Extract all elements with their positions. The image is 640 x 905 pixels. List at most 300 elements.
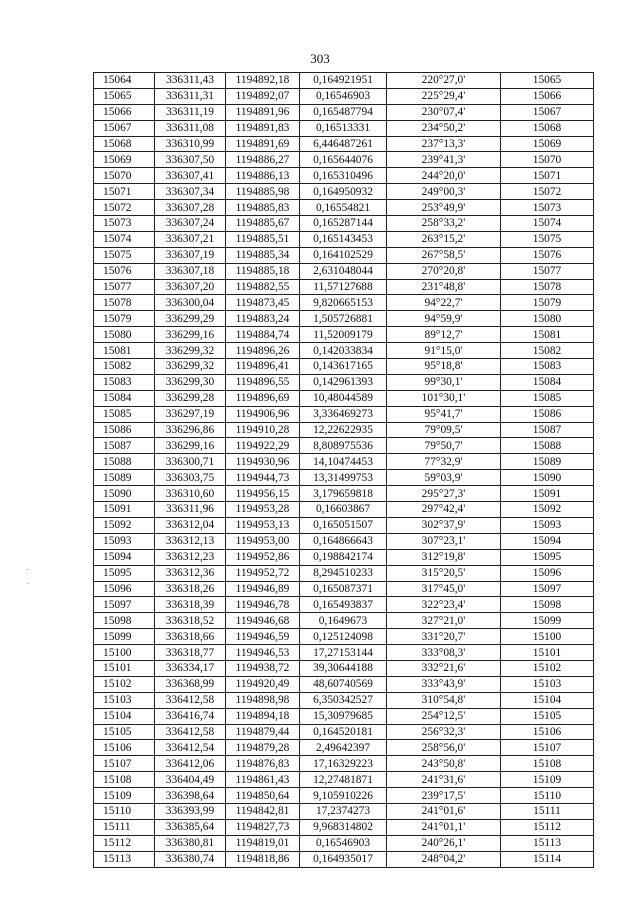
distance-cell: 17,16329223	[300, 756, 387, 772]
y-coordinate-cell: 1194952,72	[226, 565, 300, 581]
point-to-cell: 15111	[501, 803, 594, 819]
direction-angle-cell: 231°48,8'	[387, 279, 501, 295]
table-row	[94, 645, 594, 661]
distance-cell: 0,142961393	[300, 374, 387, 390]
point-from-cell: 15100	[94, 645, 155, 661]
point-from-cell: 15068	[94, 136, 155, 152]
y-coordinate-cell: 1194896,69	[226, 390, 300, 406]
point-to-cell: 15102	[501, 660, 594, 676]
distance-cell: 0,16554821	[300, 200, 387, 216]
distance-cell: 0,164921951	[300, 73, 387, 89]
point-to-cell: 15072	[501, 184, 594, 200]
table-row	[94, 311, 594, 327]
direction-angle-cell: 258°33,2'	[387, 216, 501, 232]
direction-angle-cell: 94°22,7'	[387, 295, 501, 311]
y-coordinate-cell: 1194876,83	[226, 756, 300, 772]
x-coordinate-cell: 336412,54	[155, 740, 226, 756]
x-coordinate-cell: 336307,19	[155, 247, 226, 263]
point-to-cell: 15067	[501, 104, 594, 120]
table-row	[94, 200, 594, 216]
table-row	[94, 517, 594, 533]
direction-angle-cell: 307°23,1'	[387, 533, 501, 549]
direction-angle-cell: 312°19,8'	[387, 549, 501, 565]
point-from-cell: 15086	[94, 422, 155, 438]
distance-cell: 0,16546903	[300, 88, 387, 104]
distance-cell: 0,165051507	[300, 517, 387, 533]
x-coordinate-cell: 336385,64	[155, 819, 226, 835]
table-row	[94, 422, 594, 438]
direction-angle-cell: 241°01,6'	[387, 803, 501, 819]
point-to-cell: 15101	[501, 645, 594, 661]
y-coordinate-cell: 1194946,53	[226, 645, 300, 661]
x-coordinate-cell: 336312,13	[155, 533, 226, 549]
table-row	[94, 263, 594, 279]
x-coordinate-cell: 336307,20	[155, 279, 226, 295]
point-from-cell: 15082	[94, 359, 155, 375]
x-coordinate-cell: 336299,30	[155, 374, 226, 390]
table-row	[94, 374, 594, 390]
y-coordinate-cell: 1194892,07	[226, 88, 300, 104]
point-to-cell: 15087	[501, 422, 594, 438]
point-from-cell: 15066	[94, 104, 155, 120]
direction-angle-cell: 94°59,9'	[387, 311, 501, 327]
table-row	[94, 629, 594, 645]
direction-angle-cell: 258°56,0'	[387, 740, 501, 756]
y-coordinate-cell: 1194896,41	[226, 359, 300, 375]
direction-angle-cell: 248°04,2'	[387, 851, 501, 867]
table-row	[94, 120, 594, 136]
direction-angle-cell: 254°12,5'	[387, 708, 501, 724]
direction-angle-cell: 239°41,3'	[387, 152, 501, 168]
x-coordinate-cell: 336297,19	[155, 406, 226, 422]
x-coordinate-cell: 336299,16	[155, 438, 226, 454]
x-coordinate-cell: 336310,60	[155, 486, 226, 502]
y-coordinate-cell: 1194818,86	[226, 851, 300, 867]
table-row	[94, 740, 594, 756]
scan-speck	[27, 583, 28, 584]
y-coordinate-cell: 1194956,15	[226, 486, 300, 502]
table-row	[94, 486, 594, 502]
point-from-cell: 15109	[94, 788, 155, 804]
distance-cell: 6,446487261	[300, 136, 387, 152]
distance-cell: 8,808975536	[300, 438, 387, 454]
table-row	[94, 359, 594, 375]
distance-cell: 0,165087371	[300, 581, 387, 597]
point-to-cell: 15097	[501, 581, 594, 597]
x-coordinate-cell: 336368,99	[155, 676, 226, 692]
table-row	[94, 247, 594, 263]
table-row	[94, 231, 594, 247]
x-coordinate-cell: 336380,74	[155, 851, 226, 867]
point-from-cell: 15074	[94, 231, 155, 247]
direction-angle-cell: 270°20,8'	[387, 263, 501, 279]
distance-cell: 0,16603867	[300, 502, 387, 518]
x-coordinate-cell: 336299,16	[155, 327, 226, 343]
y-coordinate-cell: 1194885,67	[226, 216, 300, 232]
x-coordinate-cell: 336318,26	[155, 581, 226, 597]
table-row	[94, 581, 594, 597]
point-from-cell: 15092	[94, 517, 155, 533]
direction-angle-cell: 225°29,4'	[387, 88, 501, 104]
point-from-cell: 15080	[94, 327, 155, 343]
x-coordinate-cell: 336311,31	[155, 88, 226, 104]
point-to-cell: 15098	[501, 597, 594, 613]
direction-angle-cell: 59°03,9'	[387, 470, 501, 486]
x-coordinate-cell: 336307,34	[155, 184, 226, 200]
direction-angle-cell: 295°27,3'	[387, 486, 501, 502]
y-coordinate-cell: 1194952,86	[226, 549, 300, 565]
point-to-cell: 15110	[501, 788, 594, 804]
direction-angle-cell: 322°23,4'	[387, 597, 501, 613]
distance-cell: 0,165143453	[300, 231, 387, 247]
point-from-cell: 15073	[94, 216, 155, 232]
y-coordinate-cell: 1194879,44	[226, 724, 300, 740]
x-coordinate-cell: 336393,99	[155, 803, 226, 819]
distance-cell: 0,143617165	[300, 359, 387, 375]
x-coordinate-cell: 336380,81	[155, 835, 226, 851]
direction-angle-cell: 256°32,3'	[387, 724, 501, 740]
distance-cell: 0,164950932	[300, 184, 387, 200]
point-from-cell: 15113	[94, 851, 155, 867]
y-coordinate-cell: 1194922,29	[226, 438, 300, 454]
direction-angle-cell: 101°30,1'	[387, 390, 501, 406]
table-row	[94, 835, 594, 851]
direction-angle-cell: 239°17,5'	[387, 788, 501, 804]
point-from-cell: 15097	[94, 597, 155, 613]
table-row	[94, 613, 594, 629]
distance-cell: 3,179659818	[300, 486, 387, 502]
direction-angle-cell: 302°37,9'	[387, 517, 501, 533]
x-coordinate-cell: 336412,58	[155, 692, 226, 708]
table-row	[94, 851, 594, 867]
y-coordinate-cell: 1194946,59	[226, 629, 300, 645]
distance-cell: 0,1649673	[300, 613, 387, 629]
point-to-cell: 15095	[501, 549, 594, 565]
y-coordinate-cell: 1194953,00	[226, 533, 300, 549]
point-to-cell: 15113	[501, 835, 594, 851]
x-coordinate-cell: 336318,77	[155, 645, 226, 661]
distance-cell: 13,31499753	[300, 470, 387, 486]
x-coordinate-cell: 336318,39	[155, 597, 226, 613]
point-to-cell: 15065	[501, 73, 594, 89]
x-coordinate-cell: 336398,64	[155, 788, 226, 804]
point-from-cell: 15090	[94, 486, 155, 502]
point-from-cell: 15094	[94, 549, 155, 565]
x-coordinate-cell: 336318,52	[155, 613, 226, 629]
table-row	[94, 803, 594, 819]
distance-cell: 9,968314802	[300, 819, 387, 835]
point-to-cell: 15108	[501, 756, 594, 772]
x-coordinate-cell: 336412,06	[155, 756, 226, 772]
point-from-cell: 15065	[94, 88, 155, 104]
point-from-cell: 15072	[94, 200, 155, 216]
distance-cell: 0,16546903	[300, 835, 387, 851]
point-to-cell: 15077	[501, 263, 594, 279]
table-row	[94, 676, 594, 692]
y-coordinate-cell: 1194819,01	[226, 835, 300, 851]
distance-cell: 0,164520181	[300, 724, 387, 740]
x-coordinate-cell: 336303,75	[155, 470, 226, 486]
point-from-cell: 15098	[94, 613, 155, 629]
point-from-cell: 15105	[94, 724, 155, 740]
y-coordinate-cell: 1194953,13	[226, 517, 300, 533]
point-from-cell: 15102	[94, 676, 155, 692]
distance-cell: 39,30644188	[300, 660, 387, 676]
distance-cell: 11,57127688	[300, 279, 387, 295]
y-coordinate-cell: 1194944,73	[226, 470, 300, 486]
point-to-cell: 15066	[501, 88, 594, 104]
table-row	[94, 454, 594, 470]
direction-angle-cell: 333°43,9'	[387, 676, 501, 692]
point-to-cell: 15080	[501, 311, 594, 327]
point-to-cell: 15089	[501, 454, 594, 470]
y-coordinate-cell: 1194891,83	[226, 120, 300, 136]
point-from-cell: 15064	[94, 73, 155, 89]
point-from-cell: 15078	[94, 295, 155, 311]
direction-angle-cell: 249°00,3'	[387, 184, 501, 200]
y-coordinate-cell: 1194898,98	[226, 692, 300, 708]
table-row	[94, 438, 594, 454]
table-row	[94, 502, 594, 518]
direction-angle-cell: 253°49,9'	[387, 200, 501, 216]
table-row	[94, 470, 594, 486]
y-coordinate-cell: 1194861,43	[226, 772, 300, 788]
y-coordinate-cell: 1194885,18	[226, 263, 300, 279]
direction-angle-cell: 315°20,5'	[387, 565, 501, 581]
x-coordinate-cell: 336296,86	[155, 422, 226, 438]
x-coordinate-cell: 336311,96	[155, 502, 226, 518]
table-row	[94, 756, 594, 772]
table-row	[94, 565, 594, 581]
y-coordinate-cell: 1194879,28	[226, 740, 300, 756]
point-from-cell: 15095	[94, 565, 155, 581]
table-row	[94, 597, 594, 613]
distance-cell: 0,125124098	[300, 629, 387, 645]
x-coordinate-cell: 336300,04	[155, 295, 226, 311]
point-to-cell: 15078	[501, 279, 594, 295]
x-coordinate-cell: 336416,74	[155, 708, 226, 724]
y-coordinate-cell: 1194885,83	[226, 200, 300, 216]
direction-angle-cell: 237°13,3'	[387, 136, 501, 152]
table-row	[94, 549, 594, 565]
point-from-cell: 15077	[94, 279, 155, 295]
y-coordinate-cell: 1194896,55	[226, 374, 300, 390]
x-coordinate-cell: 336312,23	[155, 549, 226, 565]
distance-cell: 8,294510233	[300, 565, 387, 581]
point-to-cell: 15076	[501, 247, 594, 263]
point-from-cell: 15103	[94, 692, 155, 708]
point-from-cell: 15079	[94, 311, 155, 327]
y-coordinate-cell: 1194850,64	[226, 788, 300, 804]
table-row	[94, 279, 594, 295]
point-from-cell: 15083	[94, 374, 155, 390]
table-row	[94, 406, 594, 422]
point-to-cell: 15088	[501, 438, 594, 454]
point-to-cell: 15070	[501, 152, 594, 168]
y-coordinate-cell: 1194946,78	[226, 597, 300, 613]
table-row	[94, 819, 594, 835]
scan-speck	[27, 569, 28, 570]
point-from-cell: 15106	[94, 740, 155, 756]
distance-cell: 6,350342527	[300, 692, 387, 708]
y-coordinate-cell: 1194827,73	[226, 819, 300, 835]
y-coordinate-cell: 1194883,24	[226, 311, 300, 327]
distance-cell: 0,165310496	[300, 168, 387, 184]
table-row	[94, 708, 594, 724]
y-coordinate-cell: 1194891,96	[226, 104, 300, 120]
distance-cell: 0,198842174	[300, 549, 387, 565]
y-coordinate-cell: 1194894,18	[226, 708, 300, 724]
x-coordinate-cell: 336307,21	[155, 231, 226, 247]
distance-cell: 11,52009179	[300, 327, 387, 343]
direction-angle-cell: 230°07,4'	[387, 104, 501, 120]
direction-angle-cell: 327°21,0'	[387, 613, 501, 629]
point-from-cell: 15085	[94, 406, 155, 422]
point-from-cell: 15087	[94, 438, 155, 454]
direction-angle-cell: 79°09,5'	[387, 422, 501, 438]
x-coordinate-cell: 336299,29	[155, 311, 226, 327]
table-row	[94, 772, 594, 788]
table-body	[94, 73, 594, 868]
table-row	[94, 327, 594, 343]
point-to-cell: 15079	[501, 295, 594, 311]
table-row	[94, 184, 594, 200]
direction-angle-cell: 241°31,6'	[387, 772, 501, 788]
y-coordinate-cell: 1194946,68	[226, 613, 300, 629]
table-row	[94, 788, 594, 804]
point-to-cell: 15103	[501, 676, 594, 692]
distance-cell: 0,165287144	[300, 216, 387, 232]
x-coordinate-cell: 336312,04	[155, 517, 226, 533]
distance-cell: 2,631048044	[300, 263, 387, 279]
point-to-cell: 15074	[501, 216, 594, 232]
y-coordinate-cell: 1194885,51	[226, 231, 300, 247]
point-from-cell: 15067	[94, 120, 155, 136]
direction-angle-cell: 243°50,8'	[387, 756, 501, 772]
point-to-cell: 15114	[501, 851, 594, 867]
point-from-cell: 15091	[94, 502, 155, 518]
point-to-cell: 15082	[501, 343, 594, 359]
direction-angle-cell: 79°50,7'	[387, 438, 501, 454]
distance-cell: 9,820665153	[300, 295, 387, 311]
point-from-cell: 15112	[94, 835, 155, 851]
point-from-cell: 15111	[94, 819, 155, 835]
point-to-cell: 15094	[501, 533, 594, 549]
point-from-cell: 15081	[94, 343, 155, 359]
distance-cell: 48,60740569	[300, 676, 387, 692]
point-to-cell: 15091	[501, 486, 594, 502]
distance-cell: 14,10474453	[300, 454, 387, 470]
distance-cell: 2,49642397	[300, 740, 387, 756]
distance-cell: 0,142033834	[300, 343, 387, 359]
point-to-cell: 15104	[501, 692, 594, 708]
x-coordinate-cell: 336299,32	[155, 359, 226, 375]
x-coordinate-cell: 336299,28	[155, 390, 226, 406]
direction-angle-cell: 263°15,2'	[387, 231, 501, 247]
point-to-cell: 15068	[501, 120, 594, 136]
y-coordinate-cell: 1194885,34	[226, 247, 300, 263]
table-row	[94, 533, 594, 549]
distance-cell: 17,2374273	[300, 803, 387, 819]
point-from-cell: 15088	[94, 454, 155, 470]
y-coordinate-cell: 1194906,96	[226, 406, 300, 422]
point-from-cell: 15089	[94, 470, 155, 486]
direction-angle-cell: 332°21,6'	[387, 660, 501, 676]
page-number: 303	[310, 51, 330, 66]
y-coordinate-cell: 1194886,27	[226, 152, 300, 168]
table-row	[94, 168, 594, 184]
point-to-cell: 15073	[501, 200, 594, 216]
point-to-cell: 15105	[501, 708, 594, 724]
point-to-cell: 15093	[501, 517, 594, 533]
y-coordinate-cell: 1194946,89	[226, 581, 300, 597]
distance-cell: 3,336469273	[300, 406, 387, 422]
distance-cell: 1,505726881	[300, 311, 387, 327]
x-coordinate-cell: 336334,17	[155, 660, 226, 676]
table-row	[94, 692, 594, 708]
x-coordinate-cell: 336307,41	[155, 168, 226, 184]
table-row	[94, 390, 594, 406]
point-from-cell: 15107	[94, 756, 155, 772]
direction-angle-cell: 95°18,8'	[387, 359, 501, 375]
direction-angle-cell: 244°20,0'	[387, 168, 501, 184]
point-from-cell: 15099	[94, 629, 155, 645]
direction-angle-cell: 234°50,2'	[387, 120, 501, 136]
distance-cell: 0,164866643	[300, 533, 387, 549]
point-from-cell: 15093	[94, 533, 155, 549]
y-coordinate-cell: 1194884,74	[226, 327, 300, 343]
table-row	[94, 724, 594, 740]
direction-angle-cell: 331°20,7'	[387, 629, 501, 645]
table-row	[94, 660, 594, 676]
point-to-cell: 15075	[501, 231, 594, 247]
point-to-cell: 15107	[501, 740, 594, 756]
point-from-cell: 15069	[94, 152, 155, 168]
x-coordinate-cell: 336311,19	[155, 104, 226, 120]
point-to-cell: 15109	[501, 772, 594, 788]
y-coordinate-cell: 1194891,69	[226, 136, 300, 152]
x-coordinate-cell: 336311,08	[155, 120, 226, 136]
table-row	[94, 73, 594, 89]
x-coordinate-cell: 336307,24	[155, 216, 226, 232]
distance-cell: 0,164935017	[300, 851, 387, 867]
direction-angle-cell: 333°08,3'	[387, 645, 501, 661]
x-coordinate-cell: 336404,49	[155, 772, 226, 788]
y-coordinate-cell: 1194842,81	[226, 803, 300, 819]
coordinates-table	[93, 72, 594, 868]
point-to-cell: 15099	[501, 613, 594, 629]
point-to-cell: 15092	[501, 502, 594, 518]
y-coordinate-cell: 1194882,55	[226, 279, 300, 295]
distance-cell: 12,27481871	[300, 772, 387, 788]
point-to-cell: 15071	[501, 168, 594, 184]
y-coordinate-cell: 1194886,13	[226, 168, 300, 184]
point-from-cell: 15096	[94, 581, 155, 597]
direction-angle-cell: 77°32,9'	[387, 454, 501, 470]
x-coordinate-cell: 336311,43	[155, 73, 226, 89]
x-coordinate-cell: 336307,28	[155, 200, 226, 216]
distance-cell: 9,105910226	[300, 788, 387, 804]
point-from-cell: 15110	[94, 803, 155, 819]
direction-angle-cell: 317°45,0'	[387, 581, 501, 597]
x-coordinate-cell: 336299,32	[155, 343, 226, 359]
x-coordinate-cell: 336310,99	[155, 136, 226, 152]
table-row	[94, 152, 594, 168]
point-to-cell: 15086	[501, 406, 594, 422]
distance-cell: 0,165493837	[300, 597, 387, 613]
y-coordinate-cell: 1194938,72	[226, 660, 300, 676]
point-to-cell: 15100	[501, 629, 594, 645]
